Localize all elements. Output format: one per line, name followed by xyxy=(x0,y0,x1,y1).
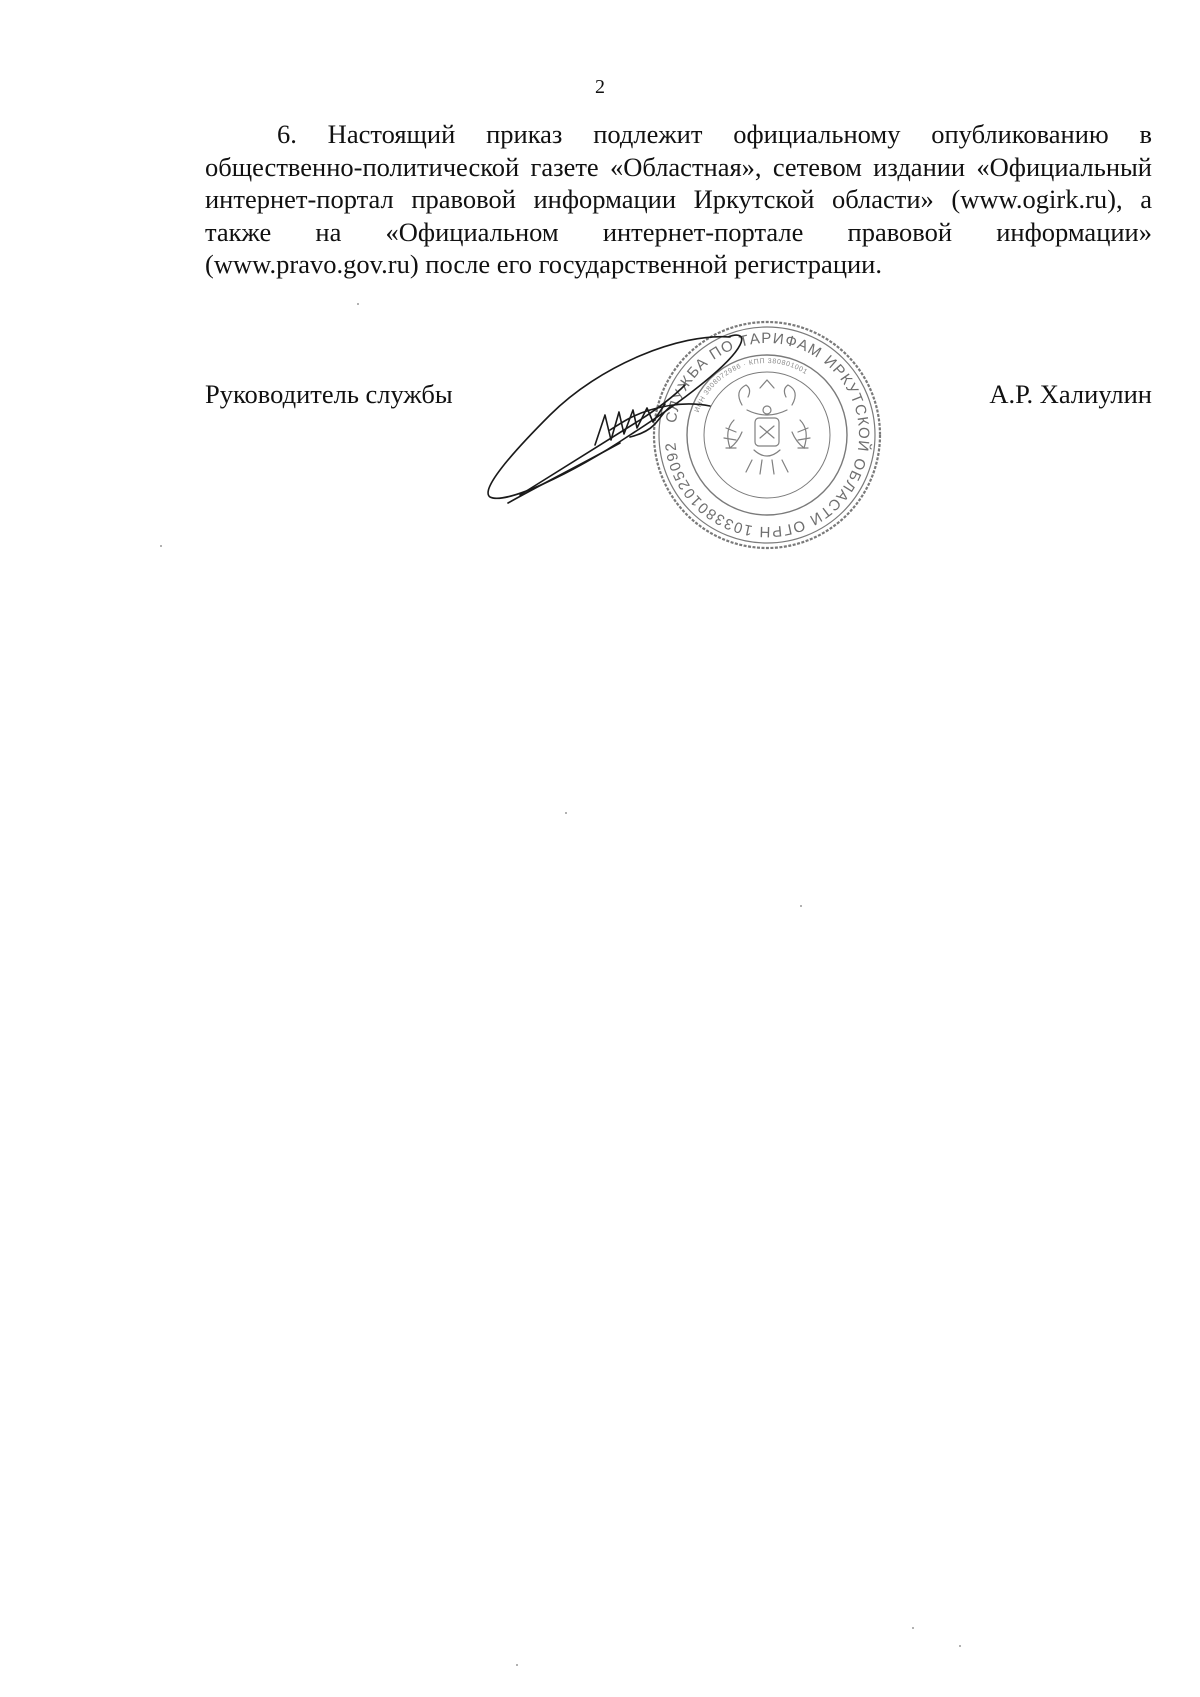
scan-speck xyxy=(565,812,567,814)
paragraph-6: 6. Настоящий приказ подлежит официальному опубликованию в общественно-политической газете «Областная», сетевом издании «Официальный интернет-портал правовой информации Иркутской области» (www.ogirk.ru), а также на «Официальном интернет-портале правовой информации» (www.pravo.gov.ru) после его государственной регистрации. xyxy=(205,119,1152,279)
stamp-inner-text: ИНН 3808072986 · КПП 380801001 xyxy=(693,357,809,414)
signatory-name: А.Р. Халиулин xyxy=(989,379,1152,409)
scan-speck xyxy=(800,905,802,907)
scan-speck xyxy=(912,1627,914,1629)
page-number: 2 xyxy=(595,76,605,98)
scan-speck xyxy=(516,1664,518,1666)
handwritten-signature xyxy=(480,325,800,525)
signatory-position: Руководитель службы xyxy=(205,379,453,409)
scan-speck xyxy=(959,1645,961,1647)
stamp-outer-text: СЛУЖБА ПО ТАРИФАМ ИРКУТСКОЙ ОБЛАСТИ ОГРН 1033801025092 xyxy=(662,329,873,541)
scan-speck xyxy=(357,303,359,305)
scan-speck xyxy=(160,545,162,547)
